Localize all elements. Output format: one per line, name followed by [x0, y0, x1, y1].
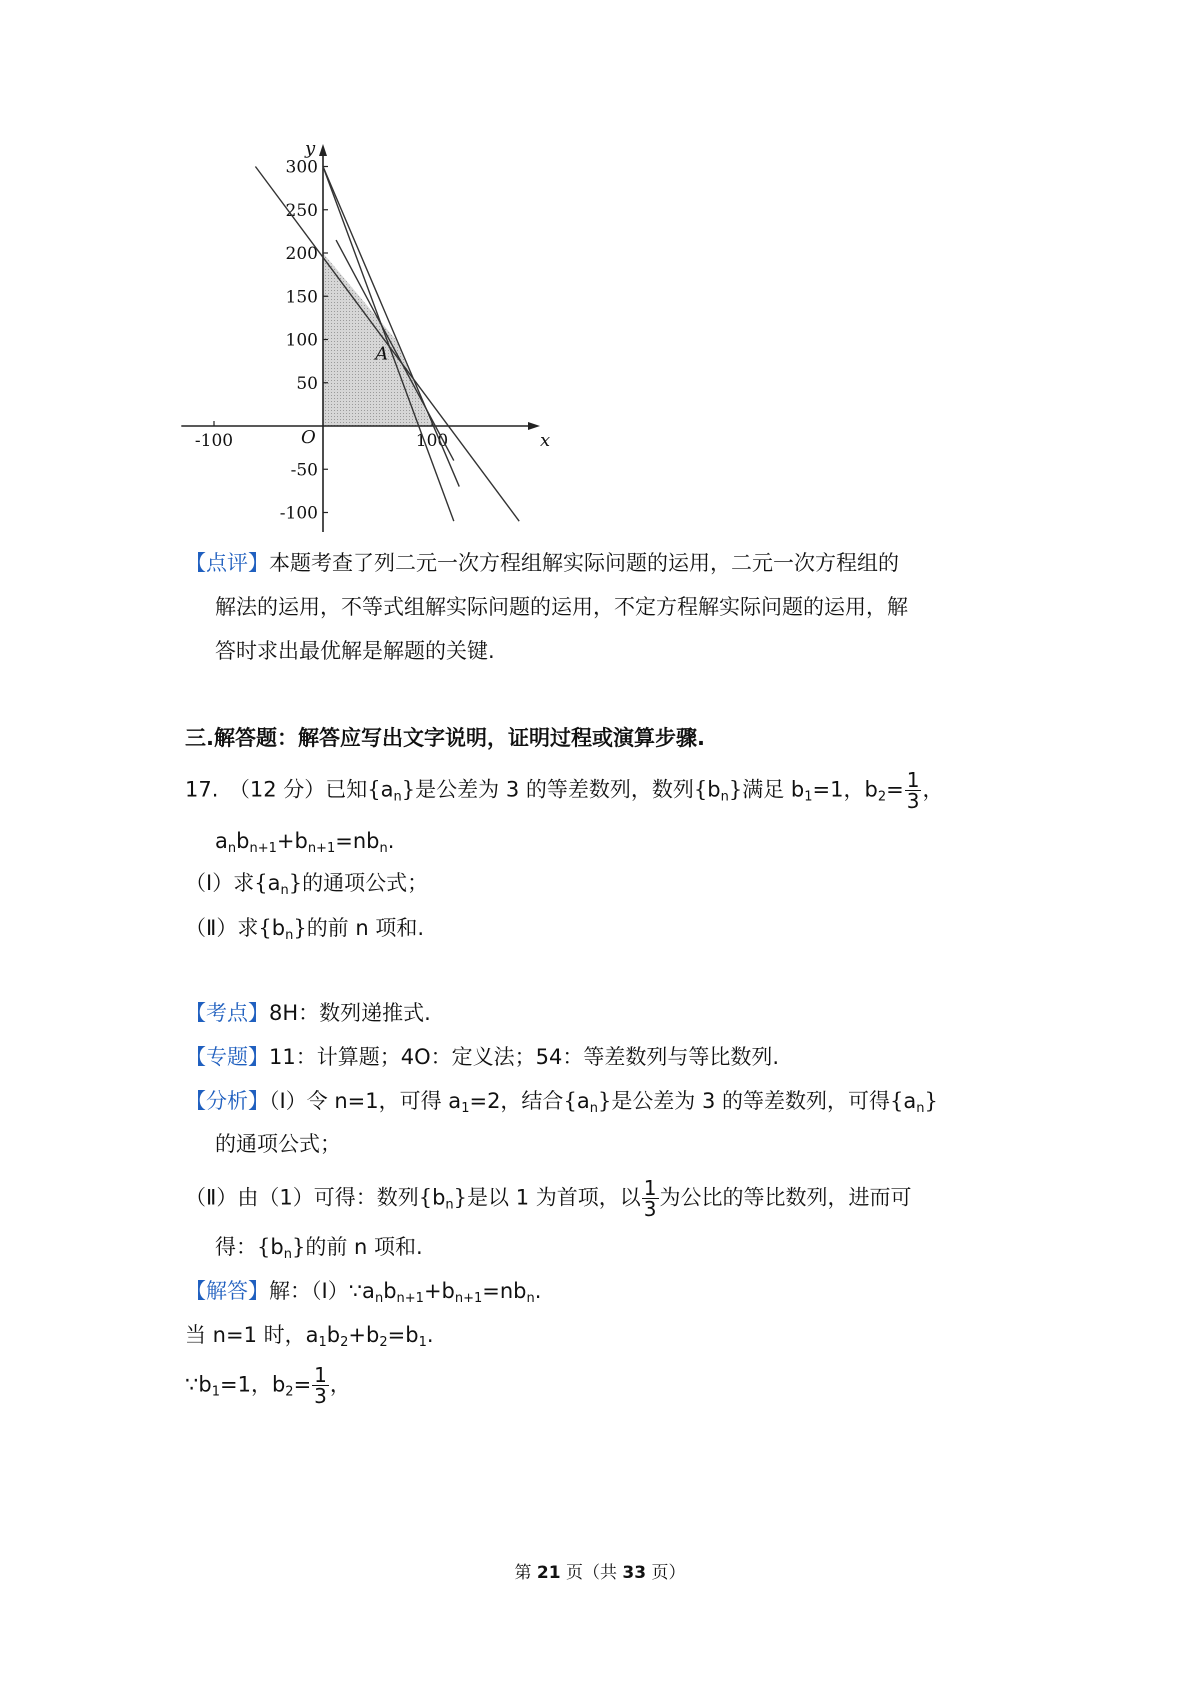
jieda-line-2: 当 n=1 时，$a_1b_2+b_2=b_1$. [185, 1323, 434, 1350]
comment-tag: 【点评】 [185, 551, 269, 575]
jieda-line-1: 【解答】解：$(Ⅰ)\because a_nb_{n+1}+b_{n+1}=nb_n$. [185, 1279, 542, 1306]
comment-line-1: 【点评】本题考查了列二元一次方程组解实际问题的运用，二元一次方程组的 [185, 551, 899, 575]
fenxi-line-4: 得：$\{b_n\}$的前 n 项和. [215, 1235, 423, 1262]
origin-label: O [301, 427, 316, 448]
section-title: 三.解答题：解答应写出文字说明，证明过程或演算步骤. [185, 726, 705, 750]
x-axis-label: x [540, 430, 551, 451]
linear-programming-chart [160, 140, 600, 540]
q17-statement: 17. （12 分）已知$\{a_n\}$是公差为 3 的等差数列，数列$\{b_n\}$满足 $b_1=1$，$b_2=$ $\frac{1}{3}$ ， [185, 768, 944, 813]
zhuanti-line: 【专题】11：计算题；4O：定义法；54：等差数列与等比数列. [185, 1045, 780, 1069]
fenxi-line-1: 【分析】（Ⅰ）令 n=1，可得 $a_1=2$，结合$\{a_n\}$是公差为 3 的等差数列，可得$\{a_n\}$ [185, 1089, 938, 1116]
y-tick-label: -100 [279, 503, 318, 524]
y-tick-label: -50 [290, 460, 318, 481]
y-tick-label: 50 [296, 373, 318, 394]
y-axis-arrow [319, 144, 327, 156]
fenxi-tag: 【分析】 [185, 1089, 269, 1113]
comment-line-3: 答时求出最优解是解题的关键. [215, 639, 495, 663]
y-tick-label: 300 [285, 157, 318, 178]
x-tick-label: -100 [194, 431, 234, 451]
page-total: 33 [622, 1563, 647, 1583]
page-number: 21 [536, 1563, 561, 1583]
comment-line-2: 解法的运用，不等式组解实际问题的运用，不定方程解实际问题的运用，解 [215, 595, 908, 619]
x-tick-label: 100 [415, 431, 449, 451]
kaodian-line: 【考点】8H：数列递推式. [185, 1001, 431, 1025]
q17-part-2: （Ⅱ）求$\{b_n\}$的前 n 项和. [185, 916, 425, 943]
fraction-one-third: $\frac{1}{3}$ [906, 768, 920, 813]
y-tick-label: 250 [285, 200, 318, 221]
fenxi-line-2: 的通项公式； [215, 1132, 341, 1156]
x-axis-arrow [528, 422, 540, 430]
y-tick-label: 150 [285, 287, 318, 308]
fenxi-line-3: （Ⅱ）由（1）可得：数列$\{b_n\}$是以 1 为首项，以 $\frac{1}{3}$ 为公比的等比数列，进而可 [185, 1176, 912, 1221]
y-tick-label: 200 [285, 244, 318, 264]
fraction-one-third: $\frac{1}{3}$ [643, 1176, 657, 1221]
y-tick-label: 100 [285, 330, 318, 351]
jieda-line-3: $\because b_1=1$，$b_2=$ $\frac{1}{3}$ ， [185, 1363, 351, 1408]
fraction-one-third: $\frac{1}{3}$ [314, 1363, 327, 1408]
page-footer: 第 21 页（共 33 页） [514, 1563, 686, 1583]
jieda-tag: 【解答】 [185, 1279, 269, 1303]
q17-part-1: （Ⅰ）求$\{a_n\}$的通项公式； [185, 871, 429, 898]
q17-condition: $a_nb_{n+1}+b_{n+1}=nb_n$. [215, 829, 395, 856]
point-a-label: A [375, 343, 389, 365]
y-axis-label: y [305, 140, 316, 159]
zhuanti-tag: 【专题】 [185, 1045, 269, 1069]
kaodian-tag: 【考点】 [185, 1001, 269, 1025]
